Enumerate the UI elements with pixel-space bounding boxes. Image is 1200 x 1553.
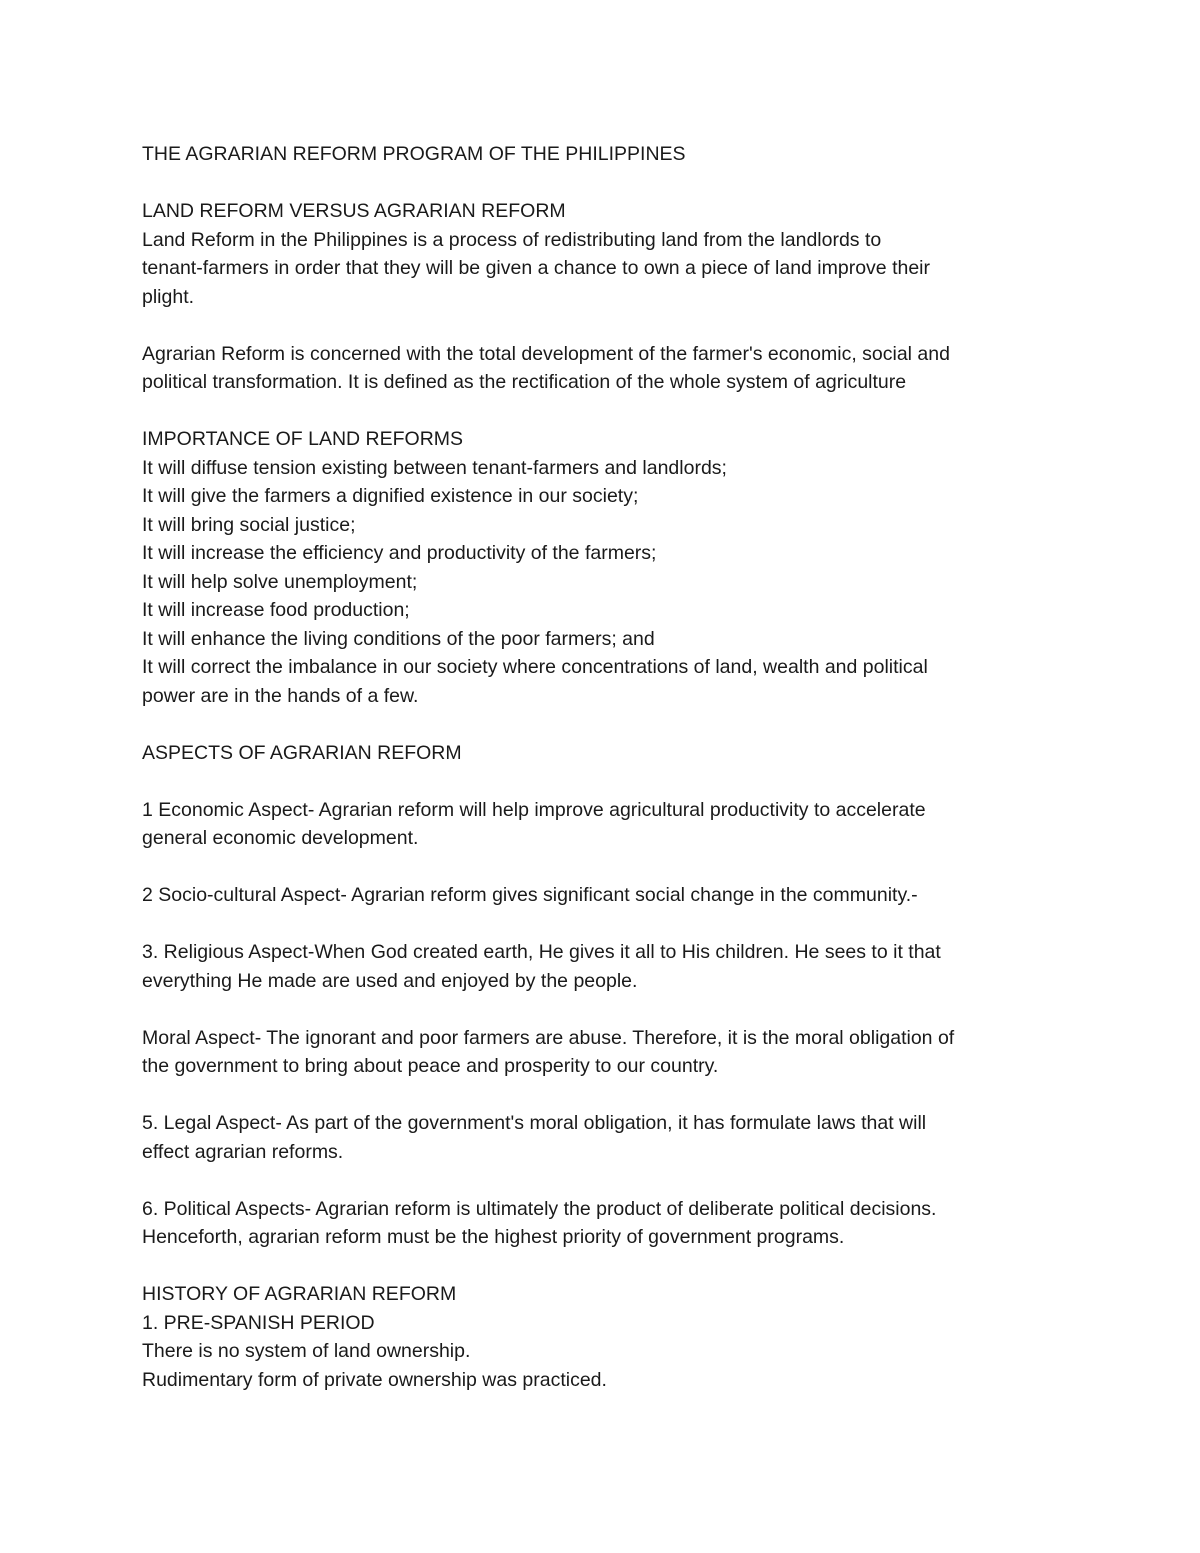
spacer	[142, 169, 1072, 198]
list-item: It will increase food production;	[142, 599, 410, 621]
section-heading-aspects: ASPECTS OF AGRARIAN REFORM	[142, 741, 462, 764]
aspect-political-line: Henceforth, agrarian reform must be the highest priority of government programs.	[142, 1226, 845, 1248]
list-item: It will diffuse tension existing between tenant-farmers and landlords;	[142, 456, 727, 479]
aspect-legal-line: effect agrarian reforms.	[142, 1140, 344, 1163]
list-item: It will correct the imbalance in our society where concentrations of land, wealth and political	[142, 656, 928, 678]
section-heading-importance: IMPORTANCE OF LAND REFORMS	[142, 428, 464, 450]
list-item: It will enhance the living conditions of the poor farmers; and	[142, 627, 655, 650]
aspect-economic-line: general economic development.	[142, 827, 419, 849]
history-line: Rudimentary form of private ownership was practiced.	[142, 1368, 607, 1391]
aspect-economic-line: 1 Economic Aspect- Agrarian reform will help improve agricultural productivity to accelerate	[142, 798, 926, 821]
aspect-religious-line: 3. Religious Aspect-When God created earth, He gives it all to His children. He sees to it that	[142, 941, 941, 963]
paragraph-line: political transformation. It is defined as the rectification of the whole system of agriculture	[142, 371, 907, 393]
aspect-political-line: 6. Political Aspects- Agrarian reform is ultimately the product of deliberate political decisions.	[142, 1197, 937, 1220]
spacer	[142, 710, 1072, 739]
history-line: There is no system of land ownership.	[142, 1340, 471, 1362]
spacer	[142, 311, 1072, 340]
section-heading-land-vs-agrarian: LAND REFORM VERSUS AGRARIAN REFORM	[142, 200, 566, 222]
aspect-socio-cultural-line: 2 Socio-cultural Aspect- Agrarian reform gives significant social change in the community.-	[142, 884, 918, 906]
history-period-title: 1. PRE-SPANISH PERIOD	[142, 1311, 375, 1334]
aspect-moral-line: the government to bring about peace and prosperity to our country.	[142, 1055, 719, 1077]
paragraph-line: tenant-farmers in order that they will be given a chance to own a piece of land improve their	[142, 257, 931, 279]
section-heading-history: HISTORY OF AGRARIAN REFORM	[142, 1283, 457, 1305]
list-item: power are in the hands of a few.	[142, 684, 419, 707]
spacer	[142, 1252, 1072, 1281]
paragraph-line: plight.	[142, 285, 195, 308]
list-item: It will give the farmers a dignified existence in our society;	[142, 485, 639, 507]
spacer	[142, 767, 1072, 796]
spacer	[142, 1166, 1072, 1195]
aspect-legal-line: 5. Legal Aspect- As part of the government's moral obligation, it has formulate laws that will	[142, 1112, 927, 1134]
list-item: It will bring social justice;	[142, 513, 356, 536]
spacer	[142, 397, 1072, 426]
aspect-religious-line: everything He made are used and enjoyed by the people.	[142, 969, 638, 992]
document-title: THE AGRARIAN REFORM PROGRAM OF THE PHILIPPINES	[142, 143, 686, 165]
document-page	[142, 140, 1072, 1394]
list-item: It will increase the efficiency and productivity of the farmers;	[142, 542, 657, 564]
paragraph-line: Agrarian Reform is concerned with the total development of the farmer's economic, social and	[142, 342, 950, 365]
spacer	[142, 995, 1072, 1024]
spacer	[142, 853, 1072, 882]
spacer	[142, 1081, 1072, 1110]
spacer	[142, 910, 1072, 939]
aspect-moral-line: Moral Aspect- The ignorant and poor farmers are abuse. Therefore, it is the moral obligation of	[142, 1026, 955, 1049]
list-item: It will help solve unemployment;	[142, 570, 418, 593]
paragraph-line: Land Reform in the Philippines is a process of redistributing land from the landlords to	[142, 228, 882, 251]
